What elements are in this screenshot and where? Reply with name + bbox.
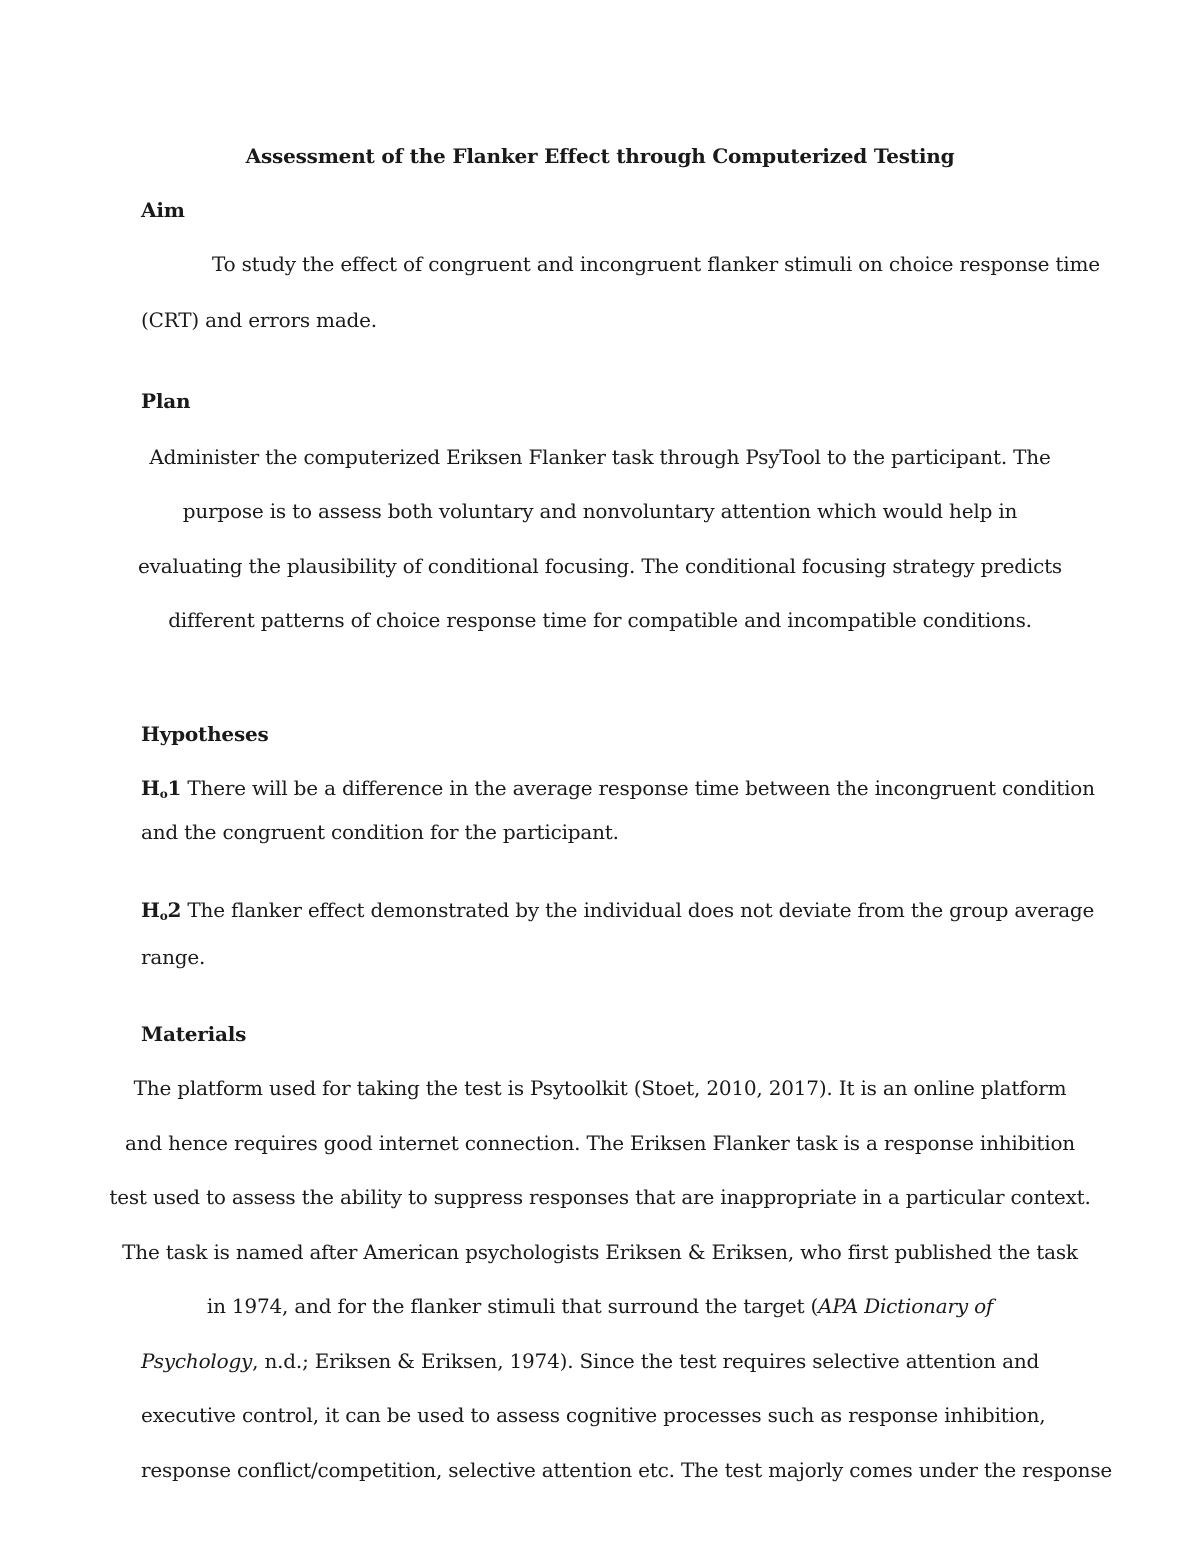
hypothesis-1-line-2: and the congruent condition for the participant. <box>141 820 619 844</box>
citation-italic-2: Psychology <box>141 1349 253 1373</box>
hypotheses-heading: Hypotheses <box>141 722 269 746</box>
hypothesis-1-line-1 <box>141 776 1095 800</box>
plan-text-line-2: purpose is to assess both voluntary and nonvoluntary attention which would help in <box>182 499 1018 523</box>
hypothesis-2-label: $H_o2$ <box>141 898 182 923</box>
materials-text-line-3: test used to assess the ability to suppress responses that are inappropriate in a particular context. <box>109 1185 1091 1209</box>
materials-text-line-4: The task is named after American psychologists Eriksen & Eriksen, who first published the task <box>122 1240 1078 1264</box>
hypothesis-2-line-1 <box>141 898 1094 922</box>
plan-heading: Plan <box>141 389 191 413</box>
materials-text-line-2: and hence requires good internet connection. The Eriksen Flanker task is a response inhibition <box>125 1131 1075 1155</box>
aim-heading: Aim <box>141 198 185 222</box>
aim-text-line-1: To study the effect of congruent and incongruent flanker stimuli on choice response time <box>212 252 1100 276</box>
materials-text-line-6: Psychology, n.d.; Eriksen & Eriksen, 1974). Since the test requires selective attention and <box>141 1349 1040 1373</box>
hypothesis-2-line-2: range. <box>141 945 206 969</box>
hypothesis-2-text: The flanker effect demonstrated by the individual does not deviate from the group average <box>181 898 1095 922</box>
materials-text-line-5: in 1974, and for the flanker stimuli that surround the target (APA Dictionary of <box>206 1294 994 1318</box>
plan-text-line-1: Administer the computerized Eriksen Flanker task through PsyTool to the participant. The <box>149 445 1051 469</box>
citation-italic-1: APA Dictionary of <box>818 1294 994 1318</box>
document-title: Assessment of the Flanker Effect through Computerized Testing <box>245 144 955 168</box>
plan-text-line-4: different patterns of choice response time for compatible and incompatible conditions. <box>168 608 1032 632</box>
aim-text-line-2: (CRT) and errors made. <box>141 308 377 332</box>
plan-text-line-3: evaluating the plausibility of conditional focusing. The conditional focusing strategy predicts <box>138 554 1062 578</box>
materials-text-line-1: The platform used for taking the test is Psytoolkit (Stoet, 2010, 2017). It is an online platform <box>133 1076 1067 1100</box>
materials-heading: Materials <box>141 1022 247 1046</box>
hypothesis-1-text: There will be a difference in the average response time between the incongruent condition <box>181 776 1095 800</box>
materials-text-line-7: executive control, it can be used to assess cognitive processes such as response inhibition, <box>141 1403 1046 1427</box>
hypothesis-1-label: $H_o1$ <box>141 776 182 801</box>
materials-text-line-8: response conflict/competition, selective attention etc. The test majorly comes under the response <box>141 1458 1113 1482</box>
